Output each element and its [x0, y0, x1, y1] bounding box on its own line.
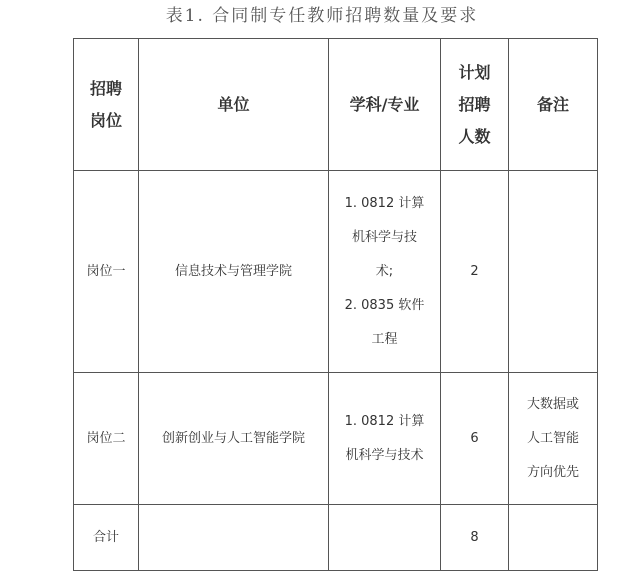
- header-remark: 备注: [509, 39, 598, 171]
- header-count: 计划 招聘 人数: [441, 39, 509, 171]
- cell-count: 2: [441, 171, 509, 373]
- cell-remark: [509, 171, 598, 373]
- table-header-row: [74, 39, 598, 171]
- table-caption: 表1. 合同制专任教师招聘数量及要求: [165, 6, 479, 26]
- header-position: 招聘 岗位: [74, 39, 139, 171]
- cell-total-count: 8: [441, 505, 509, 571]
- cell-position: 岗位二: [74, 373, 139, 505]
- header-major: 学科/专业: [329, 39, 441, 171]
- cell-count: 6: [441, 373, 509, 505]
- cell-remark: 大数据或 人工智能 方向优先: [509, 373, 598, 505]
- cell-empty: [139, 505, 329, 571]
- header-unit: 单位: [139, 39, 329, 171]
- cell-empty: [509, 505, 598, 571]
- cell-empty: [329, 505, 441, 571]
- cell-major: 1. 0812 计算 机科学与技术: [329, 373, 441, 505]
- cell-unit: 信息技术与管理学院: [139, 171, 329, 373]
- table-row: [74, 171, 598, 373]
- cell-major: 1. 0812 计算 机科学与技 术; 2. 0835 软件 工程: [329, 171, 441, 373]
- cell-unit: 创新创业与人工智能学院: [139, 373, 329, 505]
- cell-position: 岗位一: [74, 171, 139, 373]
- table-row: [74, 373, 598, 505]
- table-total-row: [74, 505, 598, 571]
- recruitment-table: [73, 38, 598, 571]
- cell-total-label: 合计: [74, 505, 139, 571]
